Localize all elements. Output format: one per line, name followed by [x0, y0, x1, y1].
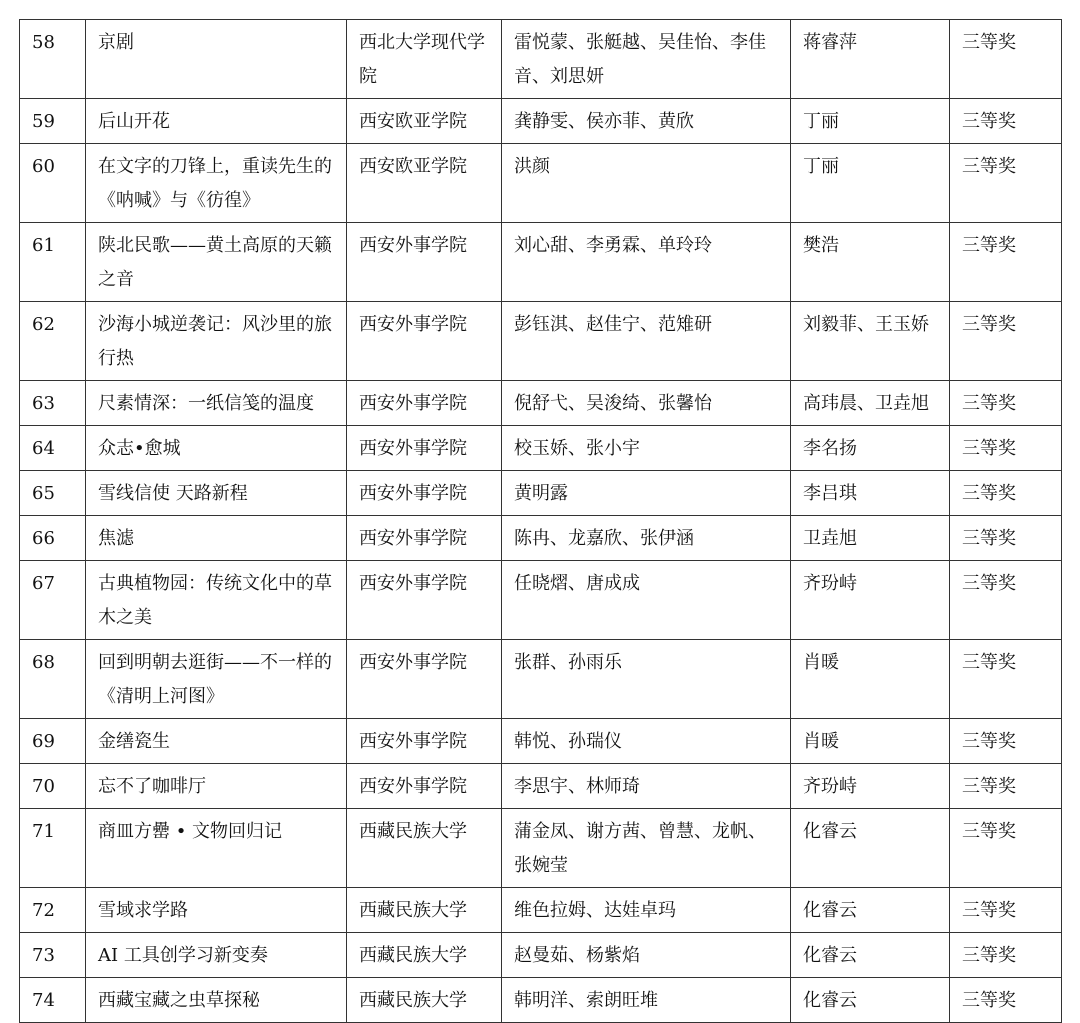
school-name: 西安外事学院 [347, 561, 502, 640]
award-level: 三等奖 [950, 144, 1062, 223]
team-members: 张群、孙雨乐 [502, 640, 791, 719]
school-name: 西安外事学院 [347, 223, 502, 302]
award-level: 三等奖 [950, 764, 1062, 809]
award-level: 三等奖 [950, 561, 1062, 640]
entry-number: 60 [20, 144, 86, 223]
entry-number: 73 [20, 933, 86, 978]
table-row [20, 20, 1062, 99]
table-row [20, 719, 1062, 764]
awards-table [19, 19, 1062, 1023]
advisor-name: 化睿云 [791, 888, 950, 933]
award-level: 三等奖 [950, 640, 1062, 719]
school-name: 西藏民族大学 [347, 933, 502, 978]
school-name: 西安欧亚学院 [347, 99, 502, 144]
table-row [20, 888, 1062, 933]
entry-number: 62 [20, 302, 86, 381]
team-members: 雷悦蒙、张艇越、吴佳怡、李佳音、刘思妍 [502, 20, 791, 99]
entry-number: 67 [20, 561, 86, 640]
team-members: 洪颜 [502, 144, 791, 223]
advisor-name: 李名扬 [791, 426, 950, 471]
team-members: 倪舒弋、吴浚绮、张馨怡 [502, 381, 791, 426]
entry-title: 焦滤 [86, 516, 347, 561]
award-level: 三等奖 [950, 426, 1062, 471]
entry-title: AI 工具创学习新变奏 [86, 933, 347, 978]
entry-number: 74 [20, 978, 86, 1023]
table-row [20, 764, 1062, 809]
entry-number: 70 [20, 764, 86, 809]
table-row [20, 426, 1062, 471]
school-name: 西安外事学院 [347, 302, 502, 381]
entry-number: 61 [20, 223, 86, 302]
table-row [20, 471, 1062, 516]
entry-title: 京剧 [86, 20, 347, 99]
advisor-name: 齐玢峙 [791, 764, 950, 809]
award-level: 三等奖 [950, 302, 1062, 381]
award-level: 三等奖 [950, 381, 1062, 426]
entry-number: 69 [20, 719, 86, 764]
team-members: 龚静雯、侯亦菲、黄欣 [502, 99, 791, 144]
entry-number: 71 [20, 809, 86, 888]
advisor-name: 高玮晨、卫垚旭 [791, 381, 950, 426]
table-row [20, 561, 1062, 640]
entry-title: 回到明朝去逛街——不一样的《清明上河图》 [86, 640, 347, 719]
award-level: 三等奖 [950, 809, 1062, 888]
team-members: 维色拉姆、达娃卓玛 [502, 888, 791, 933]
school-name: 西安外事学院 [347, 381, 502, 426]
entry-title: 后山开花 [86, 99, 347, 144]
school-name: 西藏民族大学 [347, 978, 502, 1023]
school-name: 西北大学现代学院 [347, 20, 502, 99]
entry-number: 66 [20, 516, 86, 561]
advisor-name: 肖暖 [791, 640, 950, 719]
team-members: 黄明露 [502, 471, 791, 516]
award-level: 三等奖 [950, 933, 1062, 978]
award-level: 三等奖 [950, 516, 1062, 561]
advisor-name: 丁丽 [791, 99, 950, 144]
advisor-name: 化睿云 [791, 978, 950, 1023]
award-level: 三等奖 [950, 223, 1062, 302]
entry-number: 64 [20, 426, 86, 471]
school-name: 西安外事学院 [347, 719, 502, 764]
entry-title: 沙海小城逆袭记：风沙里的旅行热 [86, 302, 347, 381]
award-level: 三等奖 [950, 978, 1062, 1023]
award-level: 三等奖 [950, 20, 1062, 99]
table-row [20, 99, 1062, 144]
award-level: 三等奖 [950, 888, 1062, 933]
advisor-name: 化睿云 [791, 933, 950, 978]
advisor-name: 蒋睿萍 [791, 20, 950, 99]
entry-title: 尺素情深：一纸信笺的温度 [86, 381, 347, 426]
award-level: 三等奖 [950, 471, 1062, 516]
team-members: 蒲金凤、谢方茜、曾慧、龙帆、张婉莹 [502, 809, 791, 888]
school-name: 西安外事学院 [347, 516, 502, 561]
award-level: 三等奖 [950, 99, 1062, 144]
entry-number: 58 [20, 20, 86, 99]
table-row [20, 809, 1062, 888]
advisor-name: 齐玢峙 [791, 561, 950, 640]
entry-title: 雪线信使 天路新程 [86, 471, 347, 516]
table-row [20, 978, 1062, 1023]
team-members: 韩明洋、索朗旺堆 [502, 978, 791, 1023]
entry-title: 众志•愈城 [86, 426, 347, 471]
school-name: 西藏民族大学 [347, 809, 502, 888]
entry-number: 59 [20, 99, 86, 144]
advisor-name: 刘毅菲、王玉娇 [791, 302, 950, 381]
school-name: 西藏民族大学 [347, 888, 502, 933]
entry-number: 65 [20, 471, 86, 516]
team-members: 校玉娇、张小宇 [502, 426, 791, 471]
table-row [20, 302, 1062, 381]
team-members: 李思宇、林师琦 [502, 764, 791, 809]
team-members: 赵曼茹、杨紫焰 [502, 933, 791, 978]
award-level: 三等奖 [950, 719, 1062, 764]
team-members: 彭钰淇、赵佳宁、范雉研 [502, 302, 791, 381]
table-body [20, 20, 1062, 1023]
entry-title: 商皿方罍 • 文物回归记 [86, 809, 347, 888]
school-name: 西安外事学院 [347, 426, 502, 471]
entry-number: 63 [20, 381, 86, 426]
school-name: 西安外事学院 [347, 764, 502, 809]
entry-title: 在文字的刀锋上，重读先生的《呐喊》与《彷徨》 [86, 144, 347, 223]
entry-title: 西藏宝藏之虫草探秘 [86, 978, 347, 1023]
school-name: 西安外事学院 [347, 471, 502, 516]
entry-title: 金缮瓷生 [86, 719, 347, 764]
entry-title: 陕北民歌——黄土高原的天籁之音 [86, 223, 347, 302]
team-members: 韩悦、孙瑞仪 [502, 719, 791, 764]
advisor-name: 化睿云 [791, 809, 950, 888]
school-name: 西安外事学院 [347, 640, 502, 719]
table-row [20, 223, 1062, 302]
table-row [20, 933, 1062, 978]
team-members: 刘心甜、李勇霖、单玲玲 [502, 223, 791, 302]
advisor-name: 肖暖 [791, 719, 950, 764]
team-members: 任晓熠、唐成成 [502, 561, 791, 640]
advisor-name: 卫垚旭 [791, 516, 950, 561]
advisor-name: 丁丽 [791, 144, 950, 223]
entry-number: 68 [20, 640, 86, 719]
school-name: 西安欧亚学院 [347, 144, 502, 223]
entry-title: 雪域求学路 [86, 888, 347, 933]
table-row [20, 144, 1062, 223]
table-row [20, 640, 1062, 719]
entry-title: 古典植物园：传统文化中的草木之美 [86, 561, 347, 640]
team-members: 陈冉、龙嘉欣、张伊涵 [502, 516, 791, 561]
table-row [20, 516, 1062, 561]
advisor-name: 樊浩 [791, 223, 950, 302]
table-row [20, 381, 1062, 426]
advisor-name: 李吕琪 [791, 471, 950, 516]
entry-number: 72 [20, 888, 86, 933]
entry-title: 忘不了咖啡厅 [86, 764, 347, 809]
